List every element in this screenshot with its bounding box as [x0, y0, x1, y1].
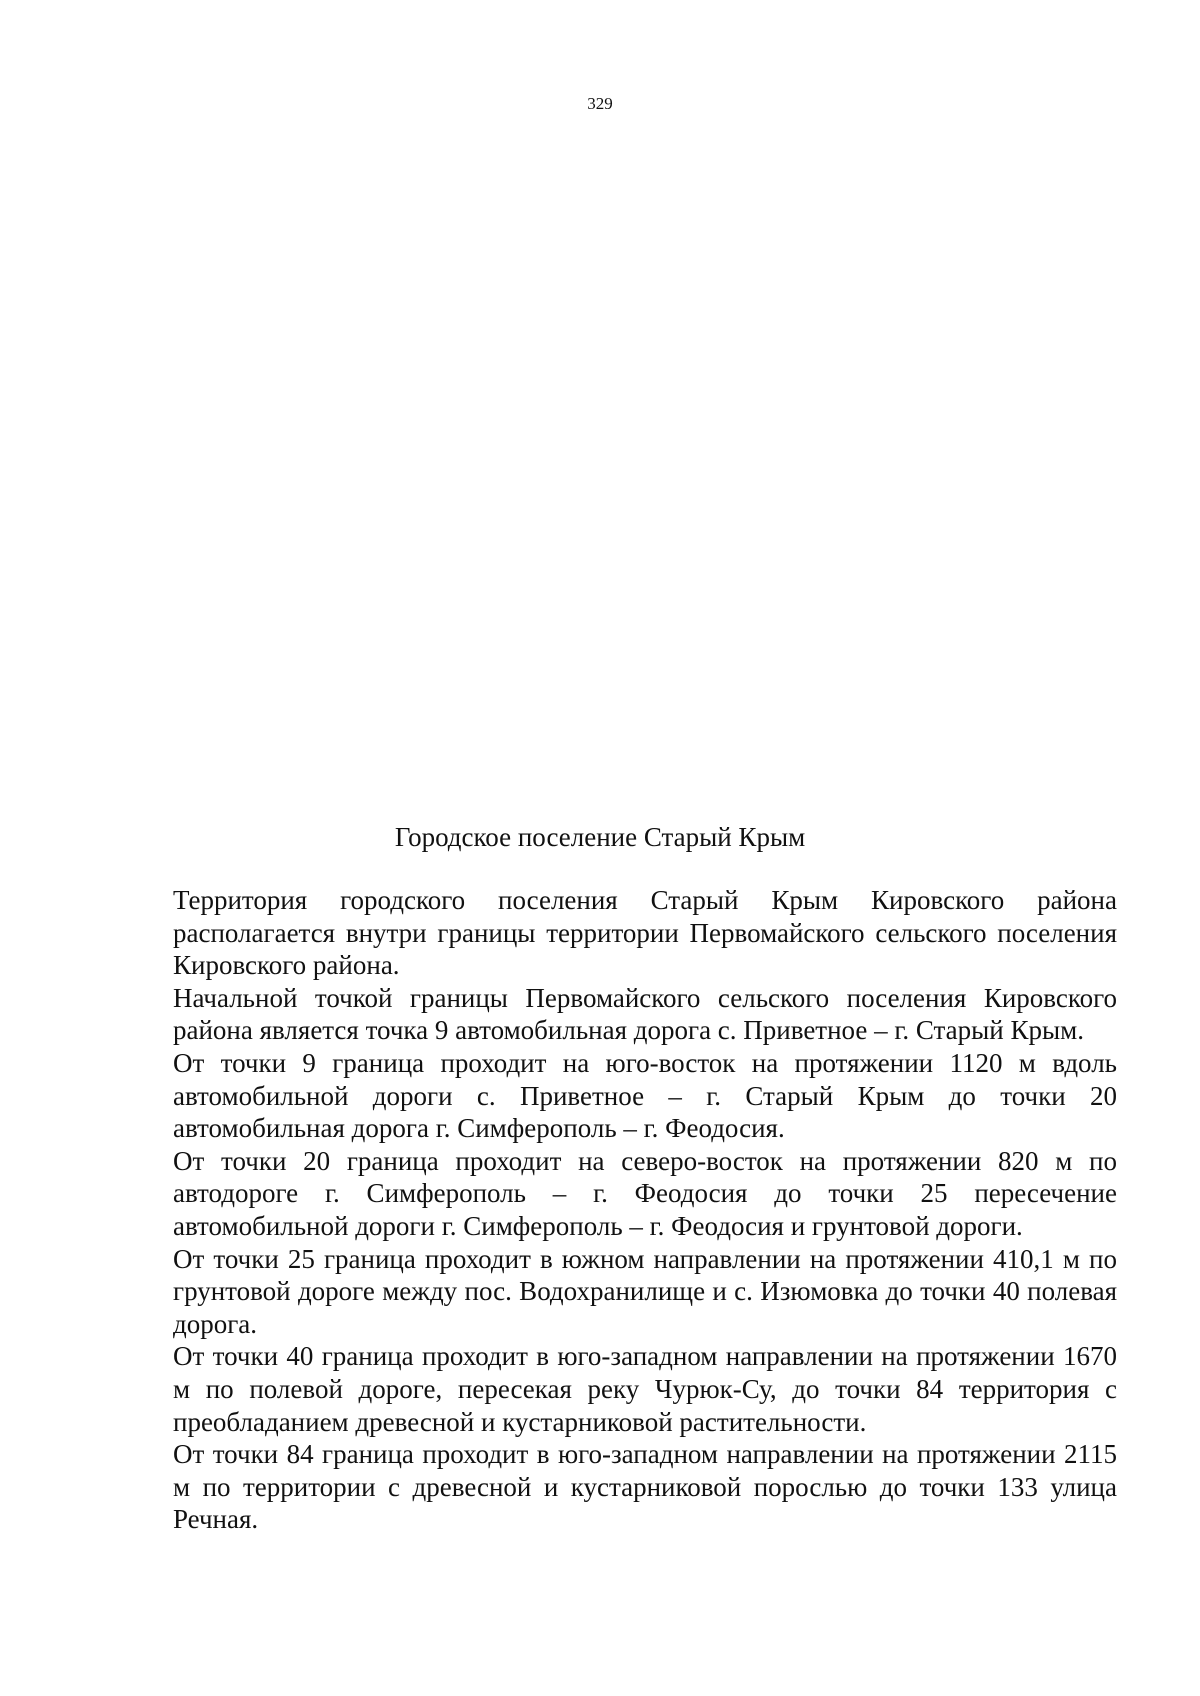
paragraph: От точки 25 граница проходит в южном направлении на протяжении 410,1 м по грунтовой дороге между пос. Водохранилище и с. Изюмовка до точки 40 полевая дорога.	[173, 1243, 1117, 1339]
body-text	[173, 884, 1117, 1536]
paragraph: От точки 9 граница проходит на юго-восток на протяжении 1120 м вдоль автомобильной дороги с. Приветное – г. Старый Крым до точки 20 автомобильная дорога г. Симферополь – г. Феодосия.	[173, 1047, 1117, 1144]
section-heading: Городское поселение Старый Крым	[394, 822, 806, 852]
paragraph: От точки 40 граница проходит в юго-западном направлении на протяжении 1670 м по полевой дороге, пересекая реку Чурюк-Су, до точки 84 территория с преобладанием древесной и кустарниковой растительности.	[173, 1341, 1117, 1437]
paragraph: Территория городского поселения Старый Крым Кировского района располагается внутри границы территории Первомайского сельского поселения Кировского района.	[173, 885, 1117, 981]
paragraph: Начальной точкой границы Первомайского сельского поселения Кировского района является точка 9 автомобильная дорога с. Приветное – г. Старый Крым.	[173, 982, 1117, 1046]
page-number: 329	[587, 94, 613, 113]
paragraph: От точки 84 граница проходит в юго-западном направлении на протяжении 2115 м по территории с древесной и кустарниковой порослью до точки 133 улица Речная.	[173, 1439, 1117, 1535]
paragraph: От точки 20 граница проходит на северо-восток на протяжении 820 м по автодороге г. Симферополь – г. Феодосия до точки 25 пересечение автомобильной дороги г. Симферополь – г. Феодосия и грунтовой дороги.	[173, 1145, 1117, 1241]
